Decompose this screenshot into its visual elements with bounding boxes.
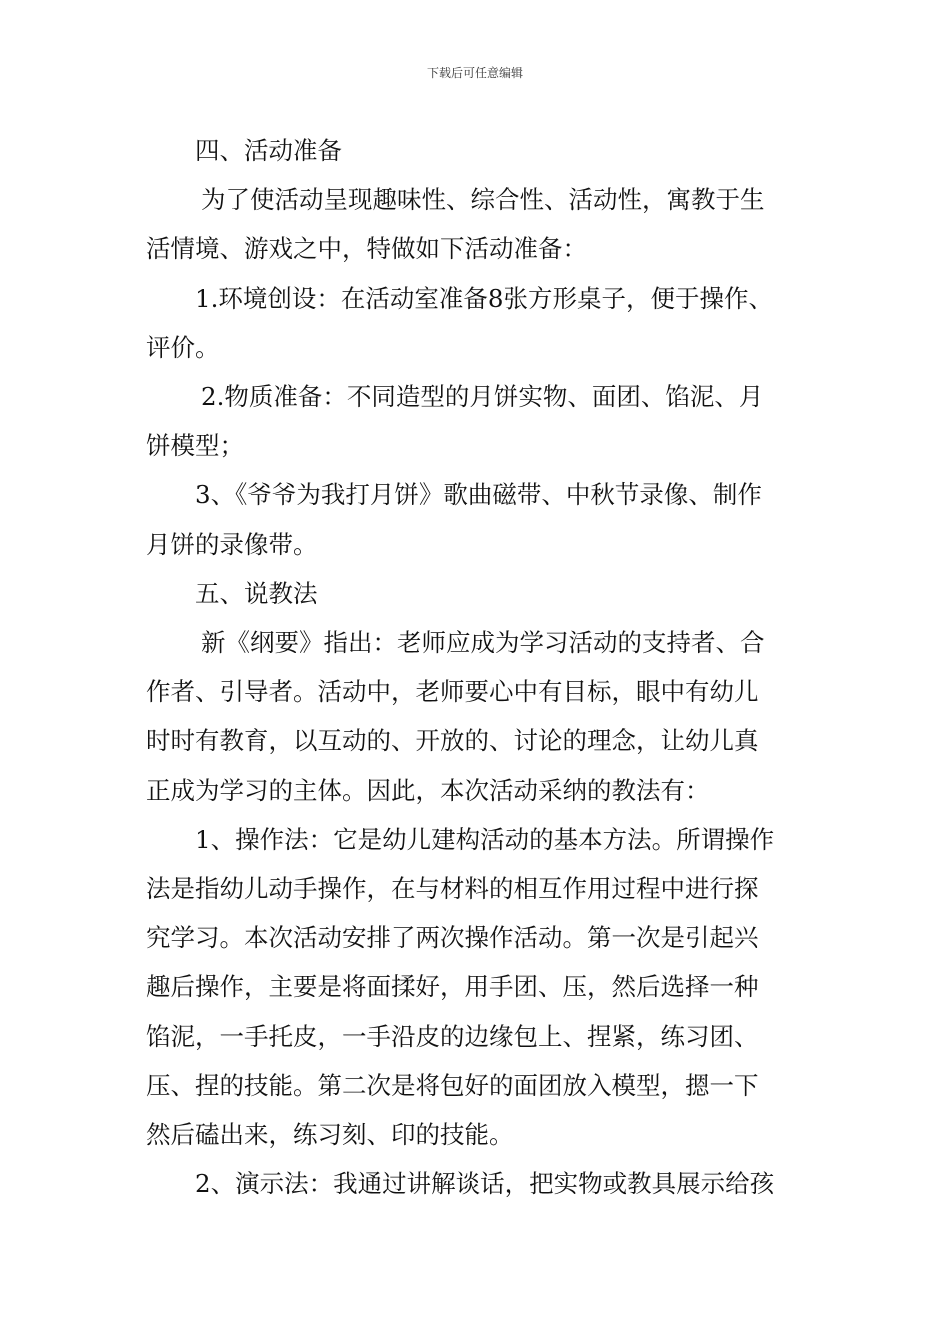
paragraph-line: 然后磕出来，练习刻、印的技能。 — [146, 1120, 514, 1150]
paragraph-line: 法是指幼儿动手操作，在与材料的相互作用过程中进行探 — [146, 874, 759, 904]
paragraph-line: 活情境、游戏之中，特做如下活动准备： — [146, 234, 587, 264]
paragraph-line: 3、《爷爷为我打月饼》歌曲磁带、中秋节录像、制作 — [195, 480, 762, 510]
document-body — [146, 126, 808, 1208]
paragraph-line: 正成为学习的主体。因此，本次活动采纳的教法有： — [146, 775, 710, 805]
paragraph-line: 趣后操作，主要是将面揉好，用手团、压，然后选择一种 — [146, 972, 759, 1002]
section-heading: 五、说教法 — [195, 578, 318, 608]
paragraph-line: 1、操作法：它是幼儿建构活动的基本方法。所谓操作 — [195, 824, 775, 854]
page-header: 下载后可任意编辑 — [426, 66, 523, 80]
paragraph-line: 压、捏的技能。第二次是将包好的面团放入模型，摁一下 — [146, 1070, 759, 1100]
paragraph-line: 2.物质准备：不同造型的月饼实物、面团、馅泥、月 — [201, 382, 764, 412]
paragraph-line: 究学习。本次活动安排了两次操作活动。第一次是引起兴 — [146, 923, 759, 953]
paragraph-line: 时时有教育，以互动的、开放的、讨论的理念，让幼儿真 — [146, 726, 759, 756]
section-heading: 四、活动准备 — [195, 136, 342, 165]
paragraph-line: 1.环境创设：在活动室准备8张方形桌子，便于操作、 — [195, 283, 773, 313]
paragraph-line: 月饼的录像带。 — [146, 529, 318, 559]
paragraph-line: 为了使活动呈现趣味性、综合性、活动性，寓教于生 — [201, 185, 765, 215]
paragraph-line: 作者、引导者。活动中，老师要心中有目标，眼中有幼儿 — [146, 677, 759, 707]
paragraph-line: 饼模型； — [146, 431, 244, 461]
paragraph-line: 2、演示法：我通过讲解谈话，把实物或教具展示给孩 — [195, 1169, 775, 1199]
paragraph-line: 馅泥，一手托皮，一手沿皮的边缘包上、捏紧，练习团、 — [146, 1021, 759, 1051]
paragraph-line: 新《纲要》指出：老师应成为学习活动的支持者、合 — [201, 628, 765, 658]
paragraph-line: 评价。 — [146, 332, 220, 362]
